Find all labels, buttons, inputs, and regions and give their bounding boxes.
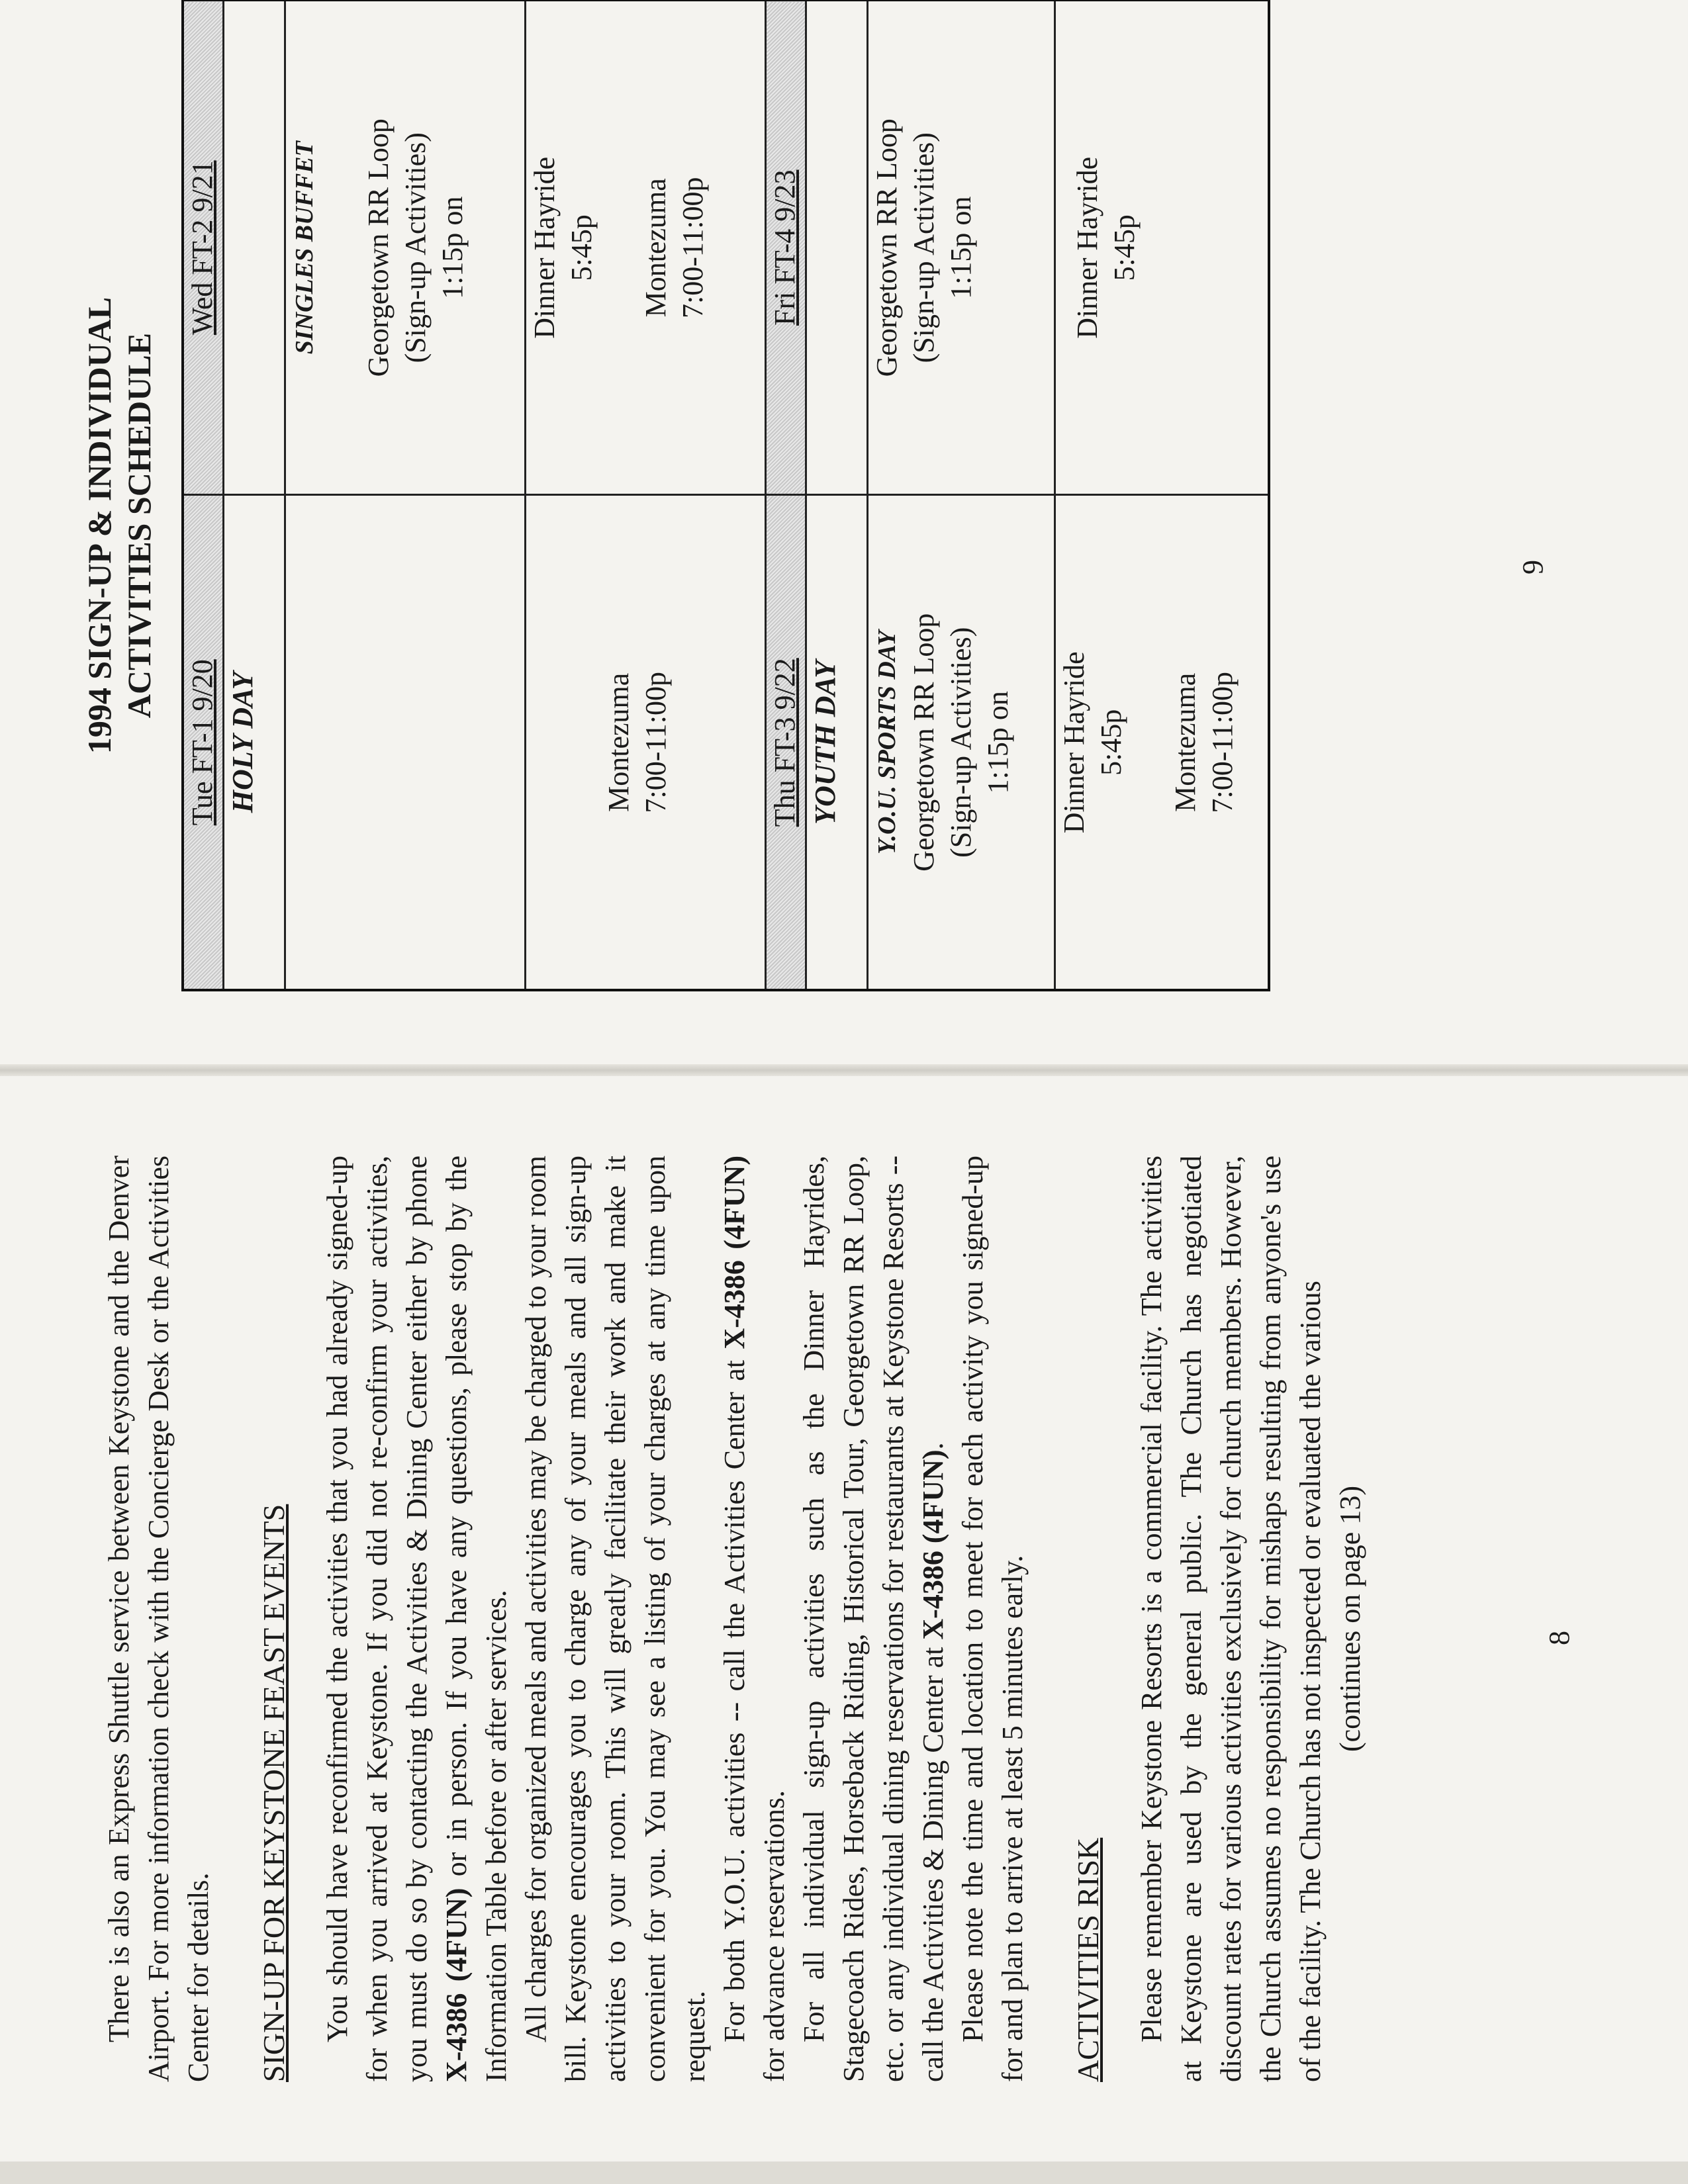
phone-extension: X-4386 (4FUN) — [718, 1156, 751, 1349]
signup-heading: SIGN-UP FOR KEYSTONE FEAST EVENTS — [257, 1504, 291, 2082]
schedule-title: 1994 SIGN-UP & INDIVIDUAL ACTIVITIES SCHEDULE — [81, 296, 158, 754]
page-8 — [0, 1076, 1688, 2161]
day-theme — [224, 0, 285, 495]
phone-extension: X-4386 (4FUN) — [917, 1449, 949, 1640]
arrival-note-paragraph: Please note the time and location to meet for each activity you signed-up for and plan to arrive at least 5 minutes early. — [957, 1156, 1029, 2082]
page-number: 9 — [1517, 560, 1549, 574]
day-header: Fri FT-4 9/23 — [766, 0, 806, 495]
schedule-cell: Montezuma 7:00-11:00p — [526, 495, 766, 990]
risk-paragraph: Please remember Keystone Resorts is a commercial facility. The activities at Keystone are used by the general public. The Church has negotiated discount rates for various activities exclusively for church members. However, the Church assumes no responsibility for mishaps resulting from anyone's use of the facility. The Church has not inspected or evaluated the various — [1135, 1156, 1327, 2082]
schedule-cell — [285, 495, 526, 990]
you-activities-paragraph: For both Y.O.U. activities -- call the Activities Center at X-4386 (4FUN) for advance reservations. — [718, 1156, 790, 2082]
day-header: Thu FT-3 9/22 — [766, 495, 806, 990]
page-number: 8 — [1543, 1631, 1575, 1645]
schedule-cell: SINGLES BUFFET Georgetown RR Loop (Sign-up Activities) 1:15p on — [285, 0, 526, 495]
phone-extension: X-4386 (4FUN) — [440, 1888, 473, 2082]
charges-paragraph: All charges for organized meals and activities may be charged to your room bill. Keystone encourages you to charge any of your meals and all sign-up activities to your room. This will greatly facilitate their work and make it convenient for you. You may see a listing of your charges at any time upon request. — [520, 1156, 711, 2082]
shuttle-paragraph: There is also an Express Shuttle service between Keystone and the Denver Airport. For more information check with the Concierge Desk or the Activities Center for details. — [103, 1156, 214, 2082]
reconfirm-paragraph: You should have reconfirmed the activities that you had already signed-up for when you arrived at Keystone. If you did not re-confirm your activities, you must do so by contacting the Activities & Dining Center either by phone X-4386 (4FUN) or in person. If you have any questions, please stop by the Information Table before or after services. — [321, 1156, 512, 2082]
special-event: SINGLES BUFFET — [291, 141, 318, 355]
risk-heading: ACTIVITIES RISK — [1071, 1837, 1105, 2082]
page-fold — [0, 1064, 1688, 1076]
day-header: Tue FT-1 9/20 — [183, 495, 224, 990]
continues-note: (continues on page 13) — [1334, 1486, 1366, 1752]
day-theme — [806, 0, 868, 495]
schedule-cell: Dinner Hayride 5:45p — [1055, 0, 1270, 495]
special-event: Y.O.U. SPORTS DAY — [873, 630, 901, 854]
day-theme: YOUTH DAY — [806, 495, 868, 990]
schedule-cell: Georgetown RR Loop (Sign-up Activities) 1:15p on — [868, 0, 1055, 495]
schedule-cell: Dinner Hayride 5:45p Montezuma 7:00-11:00p — [526, 0, 766, 495]
schedule-table — [181, 0, 1270, 991]
schedule-cell: Dinner Hayride 5:45p Montezuma 7:00-11:00p — [1055, 495, 1270, 990]
day-theme: HOLY DAY — [224, 495, 285, 990]
day-header: Wed FT-2 9/21 — [183, 0, 224, 495]
page-9 — [0, 0, 1688, 1064]
schedule-cell: Y.O.U. SPORTS DAY Georgetown RR Loop (Sign-up Activities) 1:15p on — [868, 495, 1055, 990]
individual-signup-paragraph: For all individual sign-up activities such as the Dinner Hayrides, Stagecoach Rides, Horseback Riding, Historical Tour, Georgetown RR Loop, etc. or any individual dining reservations for restaurants at Keystone Resorts -- call the Activities & Dining Center at X-4386 (4FUN). — [798, 1156, 949, 2082]
scan-edge — [0, 2161, 1688, 2184]
